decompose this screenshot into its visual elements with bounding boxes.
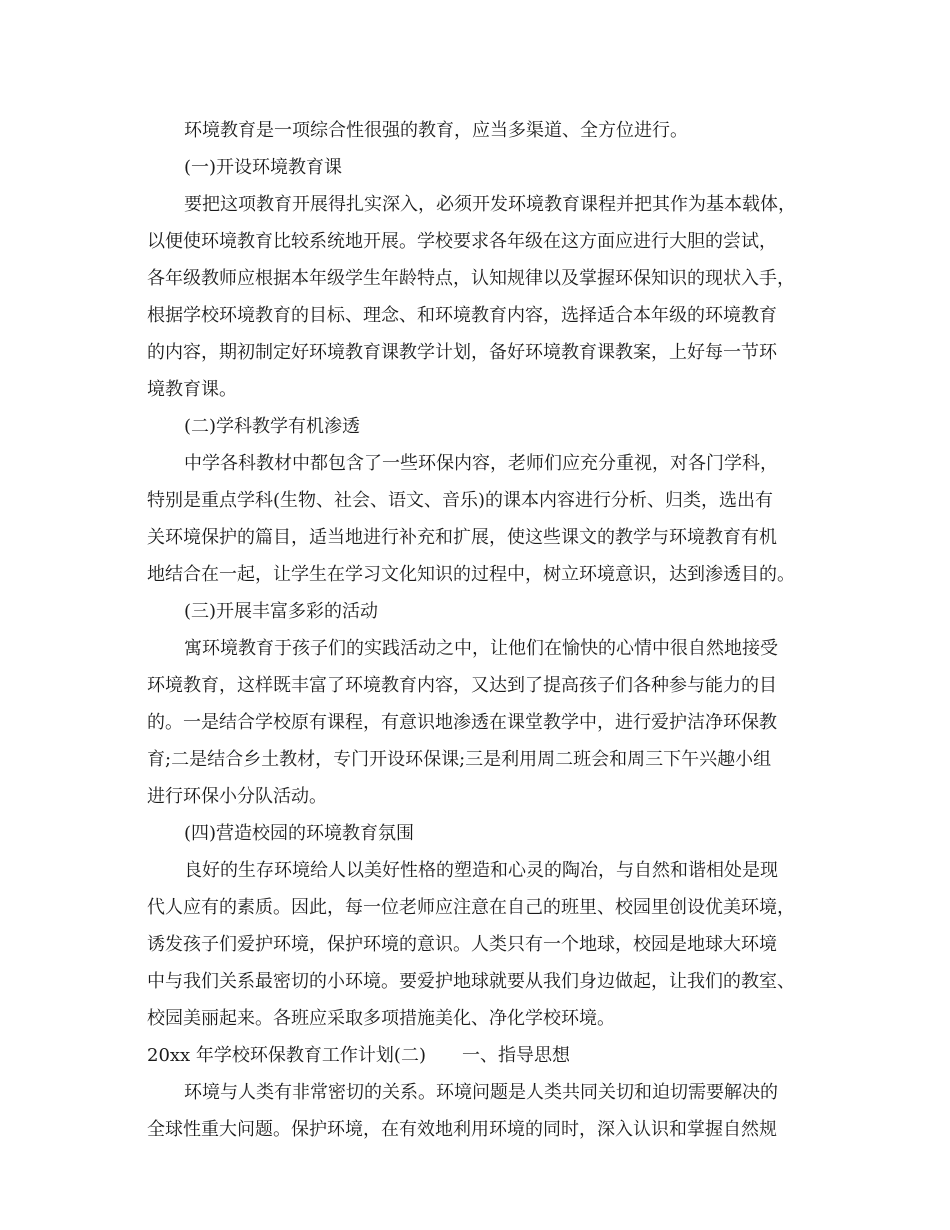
paragraph-line: 根据学校环境教育的目标、理念、和环境教育内容，选择适合本年级的环境教育 <box>147 305 777 326</box>
paragraph-line: 境教育课。 <box>147 379 237 400</box>
paragraph-line: 良好的生存环境给人以美好性格的塑造和心灵的陶冶，与自然和谐相处是现 <box>184 860 778 881</box>
section-heading: (一)开设环境教育课 <box>184 157 343 178</box>
paragraph-line: 全球性重大问题。保护环境，在有效地利用环境的同时，深入认识和掌握自然规 <box>147 1119 777 1140</box>
plan-title-line: 20xx 年学校环保教育工作计划(二) 一、指导思想 <box>147 1045 570 1066</box>
paragraph-line: 中与我们关系最密切的小环境。要爱护地球就要从我们身边做起，让我们的教室、 <box>147 971 795 992</box>
section-heading: (二)学科教学有机渗透 <box>184 416 361 437</box>
paragraph-line: 的内容，期初制定好环境教育课教学计划，备好环境教育课教案，上好每一节环 <box>147 342 777 363</box>
paragraph-line: 环境与人类有非常密切的关系。环境问题是人类共同关切和迫切需要解决的 <box>184 1082 778 1103</box>
paragraph-line: 要把这项教育开展得扎实深入，必须开发环境教育课程并把其作为基本载体， <box>184 194 796 215</box>
paragraph-line: 诱发孩子们爱护环境，保护环境的意识。人类只有一个地球，校园是地球大环境 <box>147 934 777 955</box>
paragraph-line: 寓环境教育于孩子们的实践活动之中，让他们在愉快的心情中很自然地接受 <box>184 638 778 659</box>
paragraph-line: 关环境保护的篇目，适当地进行补充和扩展，使这些课文的教学与环境教育有机 <box>147 527 777 548</box>
paragraph-line: 环境教育，这样既丰富了环境教育内容，又达到了提高孩子们各种参与能力的目 <box>147 675 777 696</box>
paragraph-line: 进行环保小分队活动。 <box>147 786 327 807</box>
paragraph-line: 各年级教师应根据本年级学生年龄特点，认知规律以及掌握环保知识的现状入手， <box>147 268 795 289</box>
paragraph-line: 以便使环境教育比较系统地开展。学校要求各年级在这方面应进行大胆的尝试， <box>147 231 777 252</box>
paragraph-line: 中学各科教材中都包含了一些环保内容，老师们应充分重视，对各门学科， <box>184 453 778 474</box>
paragraph-line: 特别是重点学科(生物、社会、语文、音乐)的课本内容进行分析、归类，选出有 <box>147 490 774 511</box>
paragraph-line: 校园美丽起来。各班应采取多项措施美化、净化学校环境。 <box>147 1008 615 1029</box>
paragraph-line: 环境教育是一项综合性很强的教育，应当多渠道、全方位进行。 <box>184 120 688 141</box>
paragraph-line: 育;二是结合乡土教材，专门开设环保课;三是利用周二班会和周三下午兴趣小组 <box>147 749 772 770</box>
paragraph-line: 代人应有的素质。因此，每一位老师应注意在自己的班里、校园里创设优美环境， <box>147 897 795 918</box>
paragraph-line: 的。一是结合学校原有课程，有意识地渗透在课堂教学中，进行爱护洁净环保教 <box>147 712 777 733</box>
section-heading: (三)开展丰富多彩的活动 <box>184 601 379 622</box>
section-heading: (四)营造校园的环境教育氛围 <box>184 823 415 844</box>
paragraph-line: 地结合在一起，让学生在学习文化知识的过程中，树立环境意识，达到渗透目的。 <box>147 564 795 585</box>
